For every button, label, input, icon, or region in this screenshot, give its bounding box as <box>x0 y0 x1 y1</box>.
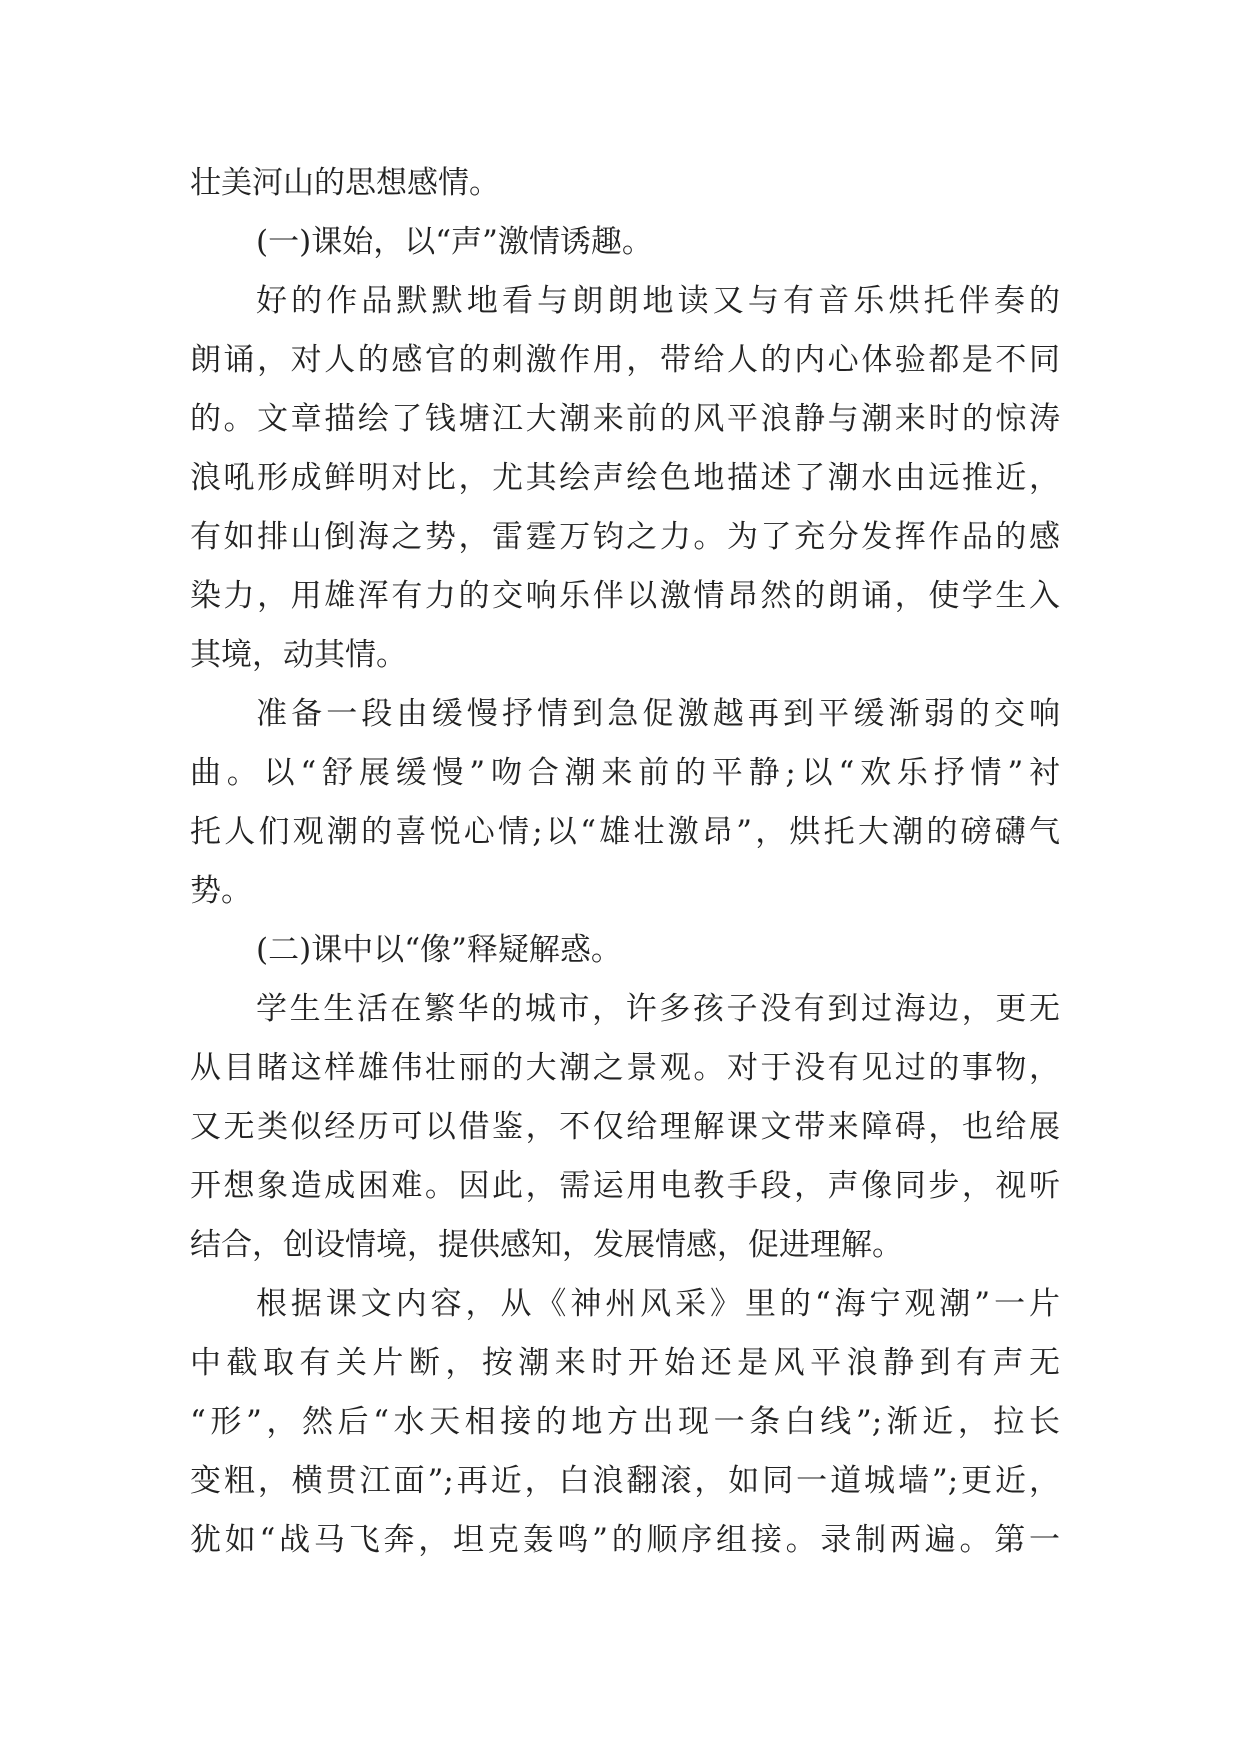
section-heading: (二)课中以“像”释疑解惑。 <box>256 932 622 968</box>
text-line: 中截取有关片断，按潮来时开始还是风平浪静到有声无 <box>190 1345 1060 1381</box>
text-line: 准备一段由缓慢抒情到急促激越再到平缓渐弱的交响 <box>256 696 1060 732</box>
text-line: 好的作品默默地看与朗朗地读又与有音乐烘托伴奏的 <box>256 283 1060 319</box>
text-line: 势。 <box>190 873 252 909</box>
text-line: 变粗，横贯江面”;再近，白浪翻滚，如同一道城墙”;更近， <box>190 1463 1060 1499</box>
text-line: 的。文章描绘了钱塘江大潮来前的风平浪静与潮来时的惊涛 <box>190 401 1060 437</box>
text-line: 朗诵，对人的感官的刺激作用，带给人的内心体验都是不同 <box>190 342 1060 378</box>
text-line: 托人们观潮的喜悦心情;以“雄壮激昂”，烘托大潮的磅礴气 <box>190 814 1060 850</box>
text-line: 染力，用雄浑有力的交响乐伴以激情昂然的朗诵，使学生入 <box>190 578 1060 614</box>
text-line: 结合，创设情境，提供感知，发展情感，促进理解。 <box>190 1227 903 1263</box>
text-line: 浪吼形成鲜明对比，尤其绘声绘色地描述了潮水由远推近， <box>190 460 1060 496</box>
text-line: 犹如“战马飞奔，坦克轰鸣”的顺序组接。录制两遍。第一 <box>190 1522 1060 1558</box>
text-line: 有如排山倒海之势，雷霆万钧之力。为了充分发挥作品的感 <box>190 519 1060 555</box>
text-line: 又无类似经历可以借鉴，不仅给理解课文带来障碍，也给展 <box>190 1109 1060 1145</box>
text-line: 学生生活在繁华的城市，许多孩子没有到过海边，更无 <box>256 991 1060 1027</box>
text-line: 曲。以“舒展缓慢”吻合潮来前的平静;以“欢乐抒情”衬 <box>190 755 1060 791</box>
text-line: 根据课文内容，从《神州风采》里的“海宁观潮”一片 <box>256 1286 1060 1322</box>
text-line: “形”，然后“水天相接的地方出现一条白线”;渐近，拉长 <box>190 1404 1060 1440</box>
text-line: 其境，动其情。 <box>190 637 407 673</box>
text-line: 开想象造成困难。因此，需运用电教手段，声像同步，视听 <box>190 1168 1060 1204</box>
section-heading: (一)课始，以“声”激情诱趣。 <box>256 224 653 260</box>
text-line: 从目睹这样雄伟壮丽的大潮之景观。对于没有见过的事物， <box>190 1050 1060 1086</box>
text-line: 壮美河山的思想感情。 <box>190 165 500 201</box>
